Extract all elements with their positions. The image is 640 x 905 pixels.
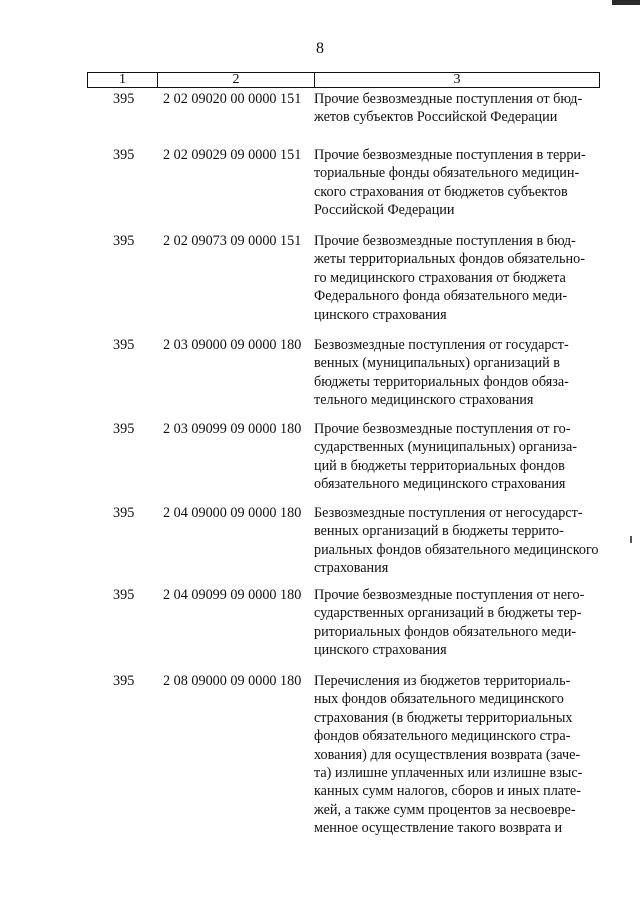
row-description <box>314 232 604 324</box>
header-column-1: 1 <box>88 73 158 87</box>
scan-edge-mark <box>630 536 632 543</box>
header-column-2: 2 <box>158 73 315 87</box>
row-description-line: сударственных организаций в бюджеты тер- <box>314 605 582 622</box>
row-description-line: венных организаций в бюджеты террито- <box>314 523 564 540</box>
row-description-line: цинского страхования <box>314 306 447 323</box>
row-admin-code: 395 <box>113 337 135 353</box>
row-budget-classification-code: 2 08 09000 09 0000 180 <box>163 673 302 689</box>
row-description-line: го медицинского страхования от бюджета <box>314 269 566 286</box>
row-description <box>314 146 604 220</box>
row-description-line: Прочие безвозмездные поступления в терри- <box>314 147 586 163</box>
row-description-line: жетов субъектов Российской Федерации <box>314 109 558 126</box>
row-description-line: обязательного медицинского страхования <box>314 476 566 493</box>
row-description-line: канных сумм налогов, сборов и иных плате- <box>314 783 581 800</box>
row-description-line: страхования <box>314 560 389 577</box>
row-description-line: страхования (в бюджеты территориальных <box>314 709 573 726</box>
row-description-line: венных (муниципальных) организаций в <box>314 355 560 372</box>
row-description-line: Безвозмездные поступления от негосударст- <box>314 505 583 521</box>
row-budget-classification-code: 2 04 09000 09 0000 180 <box>163 505 302 521</box>
row-admin-code: 395 <box>113 673 135 689</box>
row-admin-code: 395 <box>113 91 135 107</box>
row-description <box>314 586 604 660</box>
row-admin-code: 395 <box>113 421 135 437</box>
row-description-line: фондов обязательного медицинского стра- <box>314 728 571 745</box>
row-description-line: Российской Федерации <box>314 202 455 219</box>
row-description <box>314 672 604 838</box>
row-budget-classification-code: 2 02 09020 00 0000 151 <box>163 91 302 107</box>
row-description-line: та) излишне уплаченных или излишне взыс- <box>314 765 583 782</box>
row-description-line: Прочие безвозмездные поступления в бюд- <box>314 233 576 249</box>
row-budget-classification-code: 2 03 09099 09 0000 180 <box>163 421 302 437</box>
row-admin-code: 395 <box>113 147 135 163</box>
row-description-line: ных фондов обязательного медицинского <box>314 691 564 708</box>
row-budget-classification-code: 2 04 09099 09 0000 180 <box>163 587 302 603</box>
row-description-line: ций в бюджеты территориальных фондов <box>314 457 565 474</box>
header-column-3: 3 <box>453 72 461 87</box>
row-description-line: менное осуществление такого возврата и <box>314 820 563 837</box>
row-description-line: цинского страхования <box>314 642 447 659</box>
row-admin-code: 395 <box>113 587 135 603</box>
row-description-line: Прочие безвозмездные поступления от го- <box>314 421 571 437</box>
row-budget-classification-code: 2 03 09000 09 0000 180 <box>163 337 302 353</box>
row-description-line: Прочие безвозмездные поступления от него- <box>314 587 585 603</box>
row-budget-classification-code: 2 02 09029 09 0000 151 <box>163 147 302 163</box>
row-description-line: ского страхования от бюджетов субъектов <box>314 183 568 200</box>
row-admin-code: 395 <box>113 233 135 249</box>
row-budget-classification-code: 2 02 09073 09 0000 151 <box>163 233 302 249</box>
row-description-line: бюджеты территориальных фондов обяза- <box>314 373 569 390</box>
row-description <box>314 90 604 127</box>
row-description-line: жей, а также сумм процентов за несвоевре- <box>314 801 576 818</box>
row-description-line: риальных фондов обязательного медицинского <box>314 541 599 558</box>
row-description-line: Безвозмездные поступления от государст- <box>314 337 569 353</box>
row-description <box>314 420 604 494</box>
scan-corner-mark <box>612 0 640 5</box>
row-admin-code: 395 <box>113 505 135 521</box>
row-description-line: Перечисления из бюджетов территориаль- <box>314 673 571 689</box>
row-description-line: тельного медицинского страхования <box>314 392 534 409</box>
row-description-line: Федерального фонда обязательного меди- <box>314 288 568 305</box>
row-description-line: хования) для осуществления возврата (заче- <box>314 746 581 763</box>
row-description <box>314 336 604 410</box>
row-description <box>314 504 604 578</box>
row-description-line: жеты территориальных фондов обязательно- <box>314 251 585 268</box>
row-description-line: риториальных фондов обязательного меди- <box>314 623 577 640</box>
row-description-line: сударственных (муниципальных) организа- <box>314 439 578 456</box>
row-description-line: ториальные фонды обязательного медицин- <box>314 165 580 182</box>
row-description-line: Прочие безвозмездные поступления от бюд- <box>314 91 583 107</box>
table-header-row <box>87 72 600 88</box>
page-number: 8 <box>316 40 324 57</box>
